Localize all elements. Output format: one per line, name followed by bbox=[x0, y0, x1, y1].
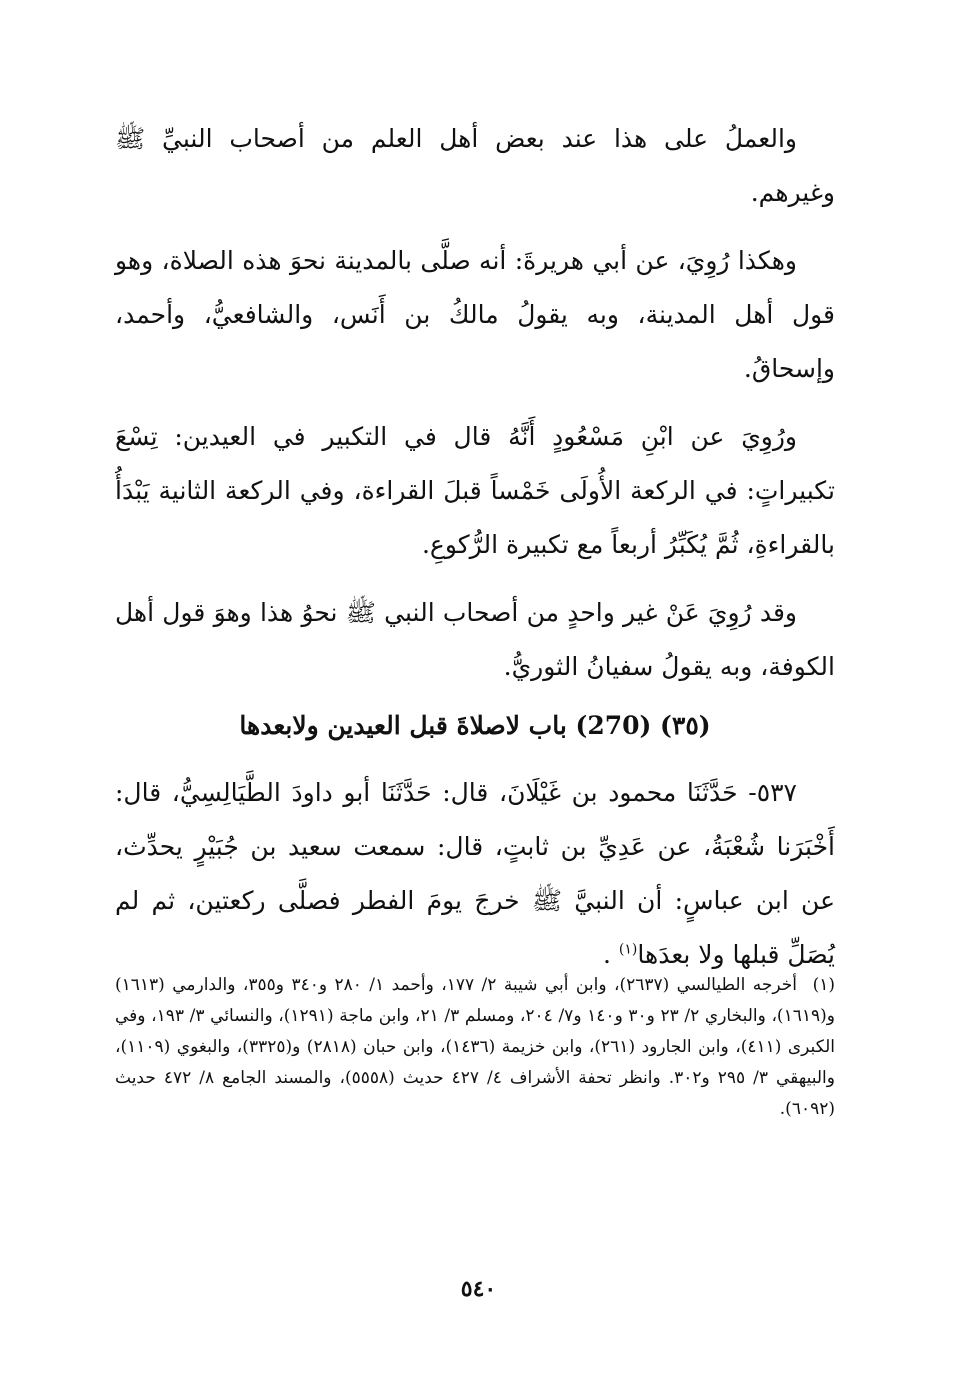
hadith-537 bbox=[115, 766, 835, 982]
paragraph-1: والعملُ على هذا عند بعض أهل العلم من أصحاب النبيِّ ﷺ وغيرهم. bbox=[115, 124, 835, 207]
footnote-text: أخرجه الطيالسي (٢٦٣٧)، وابن أبي شيبة ٢/ ١٧٧، وأحمد ١/ ٢٨٠ و٣٤٠ و٣٥٥، والدارمي (١٦١٣) و(١٦١٩)، والبخاري ٢/ ٢٣ و٣٠ و١٤٠ و٧/ ٢٠٤، ومسلم ٣/ ٢١، وابن ماجة (١٢٩١)، والنسائي ٣/ ١٩٣، وفي الكبرى (٤١١)، وابن الجارود (٢٦١)، وابن خزيمة (١٤٣٦)، وابن حبان (٢٨١٨) و(٣٣٢٥)، والبغوي (١١٠٩)، والبيهقي ٣/ ٢٩٥ و٣٠٢. وانظر تحفة الأشراف ٤/ ٤٢٧ حديث (٥٥٥٨)، والمسند الجامع ٨/ ٤٧٢ حديث (٦٠٩٢). bbox=[115, 975, 835, 1119]
chapter-heading: (٣٥) (270) باب لاصلاةَ قبل العيدين ولابعدها bbox=[239, 711, 711, 740]
paragraph-3: ورُوِيَ عن ابْنِ مَسْعُودٍ أَنَّهُ قال في التكبير في العيدين: تِسْعَ تكبيراتٍ: في الركعة الأُولَى خَمْساً قبلَ القراءة، وفي الركعة الثانية يَبْدَأُ بالقراءةِ، ثُمَّ يُكَبِّرُ أربعاً مع تكبيرة الرُّكوعِ. bbox=[115, 422, 835, 559]
hadith-end: . bbox=[603, 940, 619, 969]
page-number: ٥٤٠ bbox=[460, 1276, 497, 1302]
footnote-1 bbox=[115, 970, 835, 1125]
paragraph-4: وقد رُوِيَ عَنْ غير واحدٍ من أصحاب النبي ﷺ نحوُ هذا وهوَ قول أهل الكوفة، وبه يقولُ سفيانُ الثوريُّ. bbox=[115, 598, 835, 681]
footnote-number: (١) bbox=[812, 975, 835, 995]
hadith-text: ٥٣٧- حَدَّثَنَا محمود بن غَيْلَانَ، قال: حَدَّثَنَا أبو داودَ الطَّيَالِسِيُّ، قال: أَخْبَرَنا شُعْبَةُ، عن عَدِيِّ بن ثابتٍ، قال: سمعت سعيد بن جُبَيْرٍ يحدِّث، عن ابن عباسٍ: أن النبيَّ ﷺ خرجَ يومَ الفطر فصلَّى ركعتين، ثم لم يُصَلِّ قبلها ولا بعدَها bbox=[115, 778, 835, 969]
main-text bbox=[115, 112, 835, 982]
paragraph-2: وهكذا رُوِيَ، عن أبي هريرةَ: أنه صلَّى بالمدينة نحوَ هذه الصلاة، وهو قول أهل المدينة، وبه يقولُ مالكُ بن أَنَس، والشافعيُّ، وأحمد، وإسحاقُ. bbox=[115, 246, 835, 383]
footnote-marker: (١) bbox=[618, 941, 638, 958]
